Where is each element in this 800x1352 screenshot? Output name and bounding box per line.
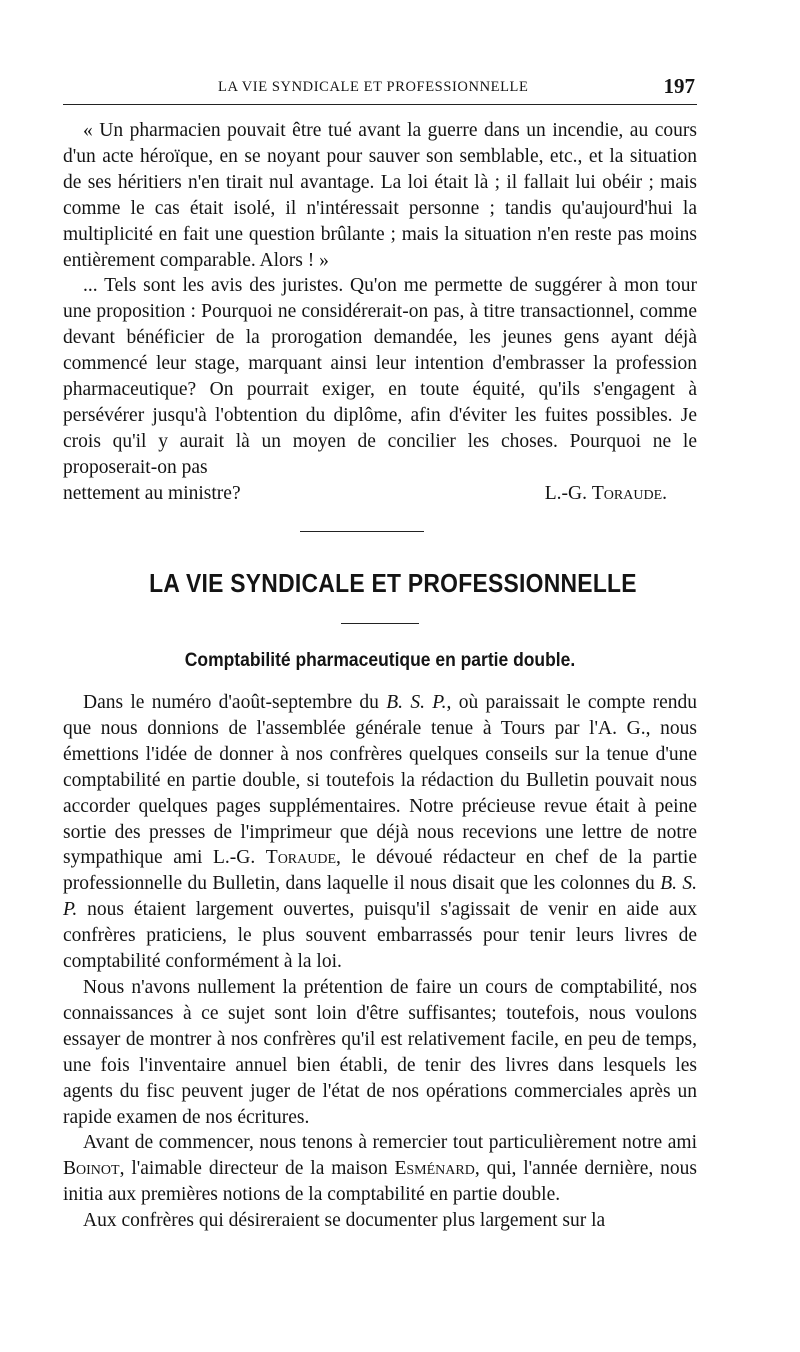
text-run: , où paraissait le compte rendu que nous donnions de l'assemblée générale tenue à Tours par l'A. G., nous émettions l'idée de donner à nos confrères quelques conseils sur la tenue d'une comptabilité en partie double, si toutefois la rédaction du Bulletin pouvait nous accorder quelques pages supplémentaires. Notre précieuse revue était à peine sortie des presses de l'imprimeur que déjà nous recevions une lettre de notre sympathique ami L.-G. [63,692,697,869]
previous-article [63,118,697,507]
signature-line [63,481,697,507]
article-separator-rule [300,531,424,532]
text-run: , l'aimable directeur de la maison [119,1158,395,1180]
journal-abbreviation: B. S. P. [386,692,447,713]
page-number: 197 [663,74,695,98]
text-run: , le dévoué rédacteur en chef de la partie professionnelle du Bulletin, dans laquelle il nous disait que les colonnes du [63,847,698,895]
quote-paragraph: « Un pharmacien pouvait être tué avant la guerre dans un incendie, au cours d'un acte héroïque, en se noyant pour sauver son semblable, etc., et la situation de ses héritiers n'en tirait nul avantage. La loi était là ; il fallait lui obéir ; mais comme le cas était isolé, il n'intéressait personne ; tandis qu'aujourd'hui la multiplicité en fait une question brûlante ; mais la situation n'en reste pas moins entièrement comparable. Alors ! » [63,120,697,271]
article-paragraph-1 [63,690,697,975]
journal-abbreviation: B. S. P. [63,873,698,921]
running-title: LA VIE SYNDICALE ET PROFESSIONNELLE [218,79,529,95]
article-paragraph-2: Nous n'avons nullement la prétention de faire un cours de comptabilité, nos connaissances à ce sujet sont loin d'être suffisantes; toutefois, nous voulons essayer de montrer à nos confrères qu'il est relativement facile, en peu de temps, une fois l'inventaire annuel bien établi, de tenir des livres dans lesquels les agents du fisc peuvent juger de l'état de nos opérations commerciales après un rapide examen de nos écritures. [63,976,697,1128]
text-run: nous étaient largement ouvertes, puisqu'il s'agissait de venir en aide aux confrères praticiens, le plus souvent embarrassés pour tenir leurs livres de comptabilité conformément à la loi. [63,899,697,973]
signature-initials: L.-G. [544,482,587,504]
text-run: , qui, l'année dernière, nous initia aux premières notions de la comptabilité en partie double. [63,1158,697,1206]
author-signature [545,481,667,507]
text-run: Avant de commencer, nous tenons à remercier tout particulièrement notre ami [83,1132,697,1154]
signature-name: Toraude. [591,482,667,504]
section-title: LA VIE SYNDICALE ET PROFESSIONNELLE [149,568,637,598]
company-name: Esménard [394,1158,475,1180]
text-run: Dans le numéro d'août-septembre du [83,692,387,713]
article-paragraph-4: Aux confrères qui désireraient se documenter plus largement sur la [83,1210,606,1232]
person-name: Toraude [265,847,337,869]
closing-text: nettement au ministre? [63,482,241,504]
proposal-paragraph: ... Tels sont les avis des juristes. Qu'on me permette de suggérer à mon tour une proposition : Pourquoi ne considérerait-on pas, à titre transactionnel, comme devant bénéficier de la prorogation demandée, les jeunes gens ayant déjà commencé leur stage, marquant ainsi leur intention d'embrasser la profession pharmaceutique? On pourrait exiger, en toute équité, qu'ils s'engagent à persévérer jusqu'à l'obtention du diplôme, afin d'éviter les fuites possibles. Je crois qu'il y aurait là un moyen de concilier les choses. Pourquoi ne le proposerait-on pas [63,275,697,478]
section-title-rule [341,623,419,624]
article-body [63,690,697,1234]
article-title: Comptabilité pharmaceutique en partie double. [184,650,576,671]
article-paragraph-3 [63,1130,697,1208]
person-name: Boinot [63,1158,120,1180]
running-header [63,74,697,105]
